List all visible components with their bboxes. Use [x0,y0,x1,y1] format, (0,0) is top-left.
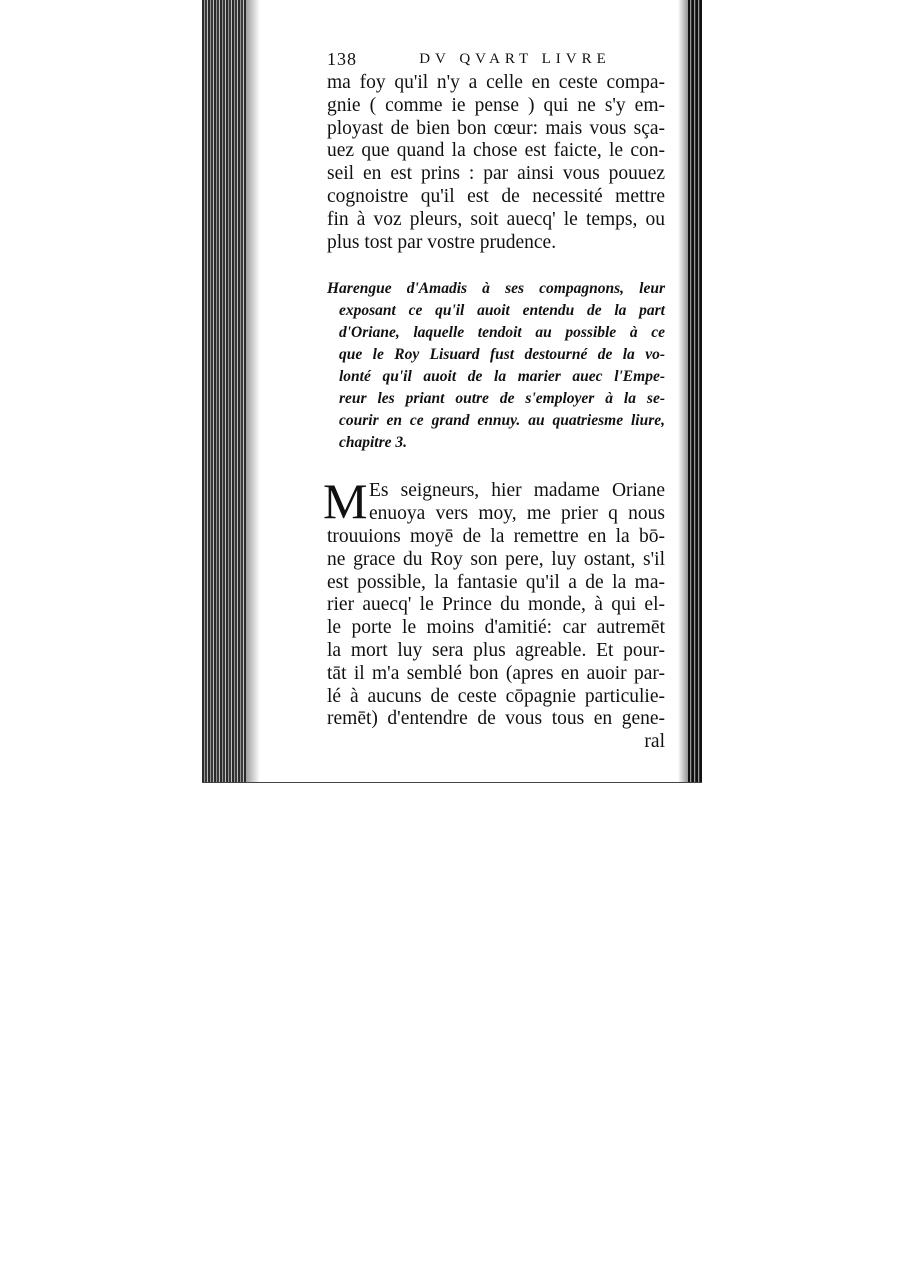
speech-line: lé à aucuns de ceste cōpagnie particulie- [327,685,665,707]
speech-line: ne grace du Roy son pere, luy ostant, s'il [327,548,665,570]
passage-line: plus tost par vostre prudence. [327,231,557,253]
passage-line: uez que quand la chose est faicte, le con- [327,140,665,162]
speech-line: le porte le moins d'amitié: car autremēt [327,617,665,639]
text-block [323,46,665,754]
passage-line: ployast de bien bon cœur: mais vous sça- [327,117,665,139]
passage-line: seil en est prins : par ainsi vous pouuez [327,163,665,185]
passage-line: fin à voz pleurs, soit auecq' le temps, ou [327,208,665,230]
speech-passage [323,473,665,754]
heading-line: reur les priant outre de s'employer à la se- [339,390,665,408]
catchword: ral [644,731,665,753]
scanned-page [202,0,702,783]
speech-line: Es seigneurs, hier madame Oriane [369,480,665,502]
speech-line: est possible, la fantasie qu'il a de la ma- [327,571,665,593]
page-number: 138 [327,49,357,69]
speech-line: trouuions moyē de la remettre en la bō- [327,525,665,547]
heading-line: chapitre 3. [339,434,408,452]
running-head [327,46,665,72]
heading-line: exposant ce qu'il auoit entendu de la part [339,302,665,320]
passage-line: gnie ( comme ie pense ) qui ne s'y em- [327,94,665,116]
speech-line: remēt) d'entendre de vous tous en gene- [327,708,665,730]
heading-line: lonté qu'il auoit de la marier auec l'Empe- [339,368,665,386]
heading-line: que le Roy Lisuard fust destourné de la vo- [339,346,665,364]
drop-capital: M [323,473,368,530]
page-fore-edge [688,0,702,782]
heading-line: Harengue d'Amadis à ses compagnons, leur [327,280,665,298]
speech-line: enuoya vers moy, me prier q nous [369,503,665,525]
page-binding-edge [202,0,246,782]
speech-line: rier auecq' le Prince du monde, à qui el- [327,594,665,616]
chapter-heading [327,278,665,454]
speech-line: tāt il m'a semblé bon (apres en auoir par- [327,662,665,684]
speech-line: la mort luy sera plus agreable. Et pour- [327,639,665,661]
running-title: DV QVART LIVRE [419,51,611,67]
heading-line: d'Oriane, laquelle tendoit au possible à ce [339,324,665,342]
passage-line: cognoistre qu'il est de necessité mettre [327,185,665,207]
heading-line: courir en ce grand ennuy. au quatriesme liure, [339,412,665,430]
passage-line: ma foy qu'il n'y a celle en ceste compa- [327,72,665,93]
top-passage [327,72,665,254]
